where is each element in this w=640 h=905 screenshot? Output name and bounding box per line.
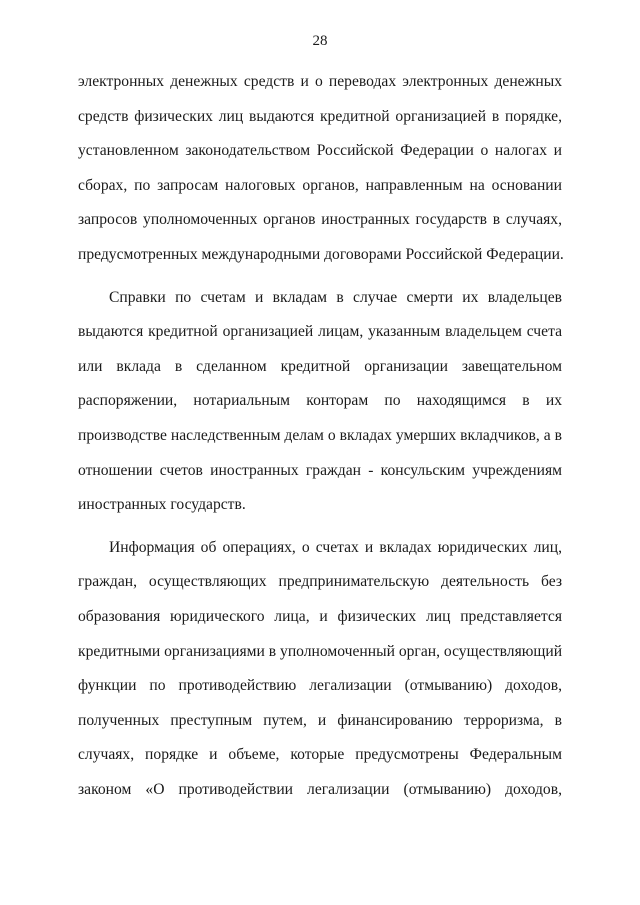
text-line: Справки по счетам и вкладам в случае смерти их владельцев — [109, 288, 562, 306]
text-line: иностранных государств. — [78, 496, 246, 514]
text-line: выдаются кредитной организацией лицам, указанным владельцем счета — [78, 323, 562, 341]
text-line: установленном законодательством Российской Федерации о налогах и — [78, 142, 562, 160]
document-body — [78, 65, 562, 807]
text-line: образования юридического лица, и физических лиц представляется — [78, 607, 562, 625]
text-line: предусмотренных международными договорами Российской Федерации. — [78, 245, 564, 263]
paragraph-1 — [78, 65, 562, 273]
text-line: или вклада в сделанном кредитной организации завещательном — [78, 357, 562, 375]
text-line: законом «О противодействии легализации (отмыванию) доходов, — [78, 780, 562, 798]
text-line: Информация об операциях, о счетах и вкладах юридических лиц, — [109, 538, 562, 556]
text-line: сборах, по запросам налоговых органов, направленным на основании — [78, 176, 562, 194]
paragraph-2 — [78, 281, 562, 523]
page-number: 28 — [312, 33, 328, 49]
paragraph-3 — [78, 531, 562, 808]
text-line: функции по противодействию легализации (отмыванию) доходов, — [78, 677, 562, 695]
paragraph-gap — [78, 273, 562, 281]
text-line: производстве наследственным делам о вкладах умерших вкладчиков, а в — [78, 426, 562, 444]
text-line: отношении счетов иностранных граждан - консульским учреждениям — [78, 461, 562, 479]
text-line: граждан, осуществляющих предпринимательскую деятельность без — [78, 573, 562, 591]
text-line: запросов уполномоченных органов иностранных государств в случаях, — [78, 211, 562, 229]
text-line: распоряжении, нотариальным конторам по находящимся в их — [78, 392, 562, 410]
text-line: полученных преступным путем, и финансированию терроризма, в — [78, 711, 562, 729]
text-line: средств физических лиц выдаются кредитной организацией в порядке, — [78, 107, 562, 125]
text-line: электронных денежных средств и о переводах электронных денежных — [78, 73, 562, 90]
text-line: случаях, порядке и объеме, которые предусмотрены Федеральным — [78, 746, 562, 764]
paragraph-gap — [78, 523, 562, 531]
text-line: кредитными организациями в уполномоченный орган, осуществляющий — [78, 642, 563, 660]
